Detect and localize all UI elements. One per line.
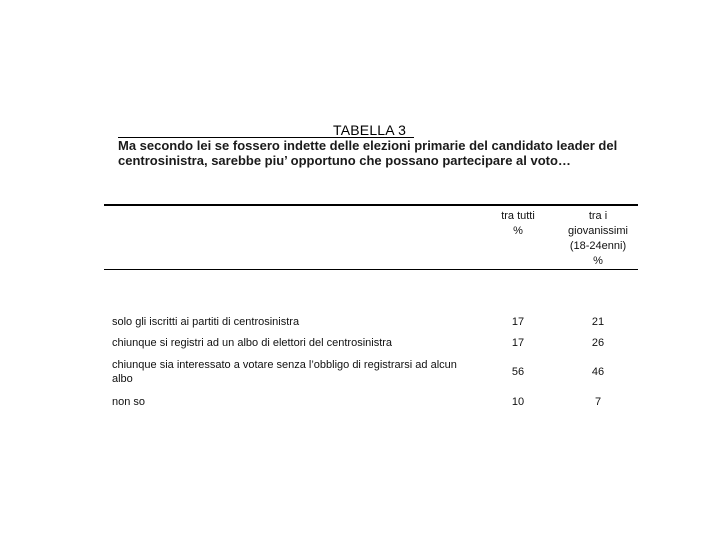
table-row-label: chiunque sia interessato a votare senza l’obbligo di registrarsi ad alcun albo xyxy=(112,359,457,385)
table-header-rule xyxy=(104,269,638,270)
table-row-label: chiunque si registri ad un albo di elettori del centrosinistra xyxy=(112,337,393,349)
table-top-rule xyxy=(104,204,638,206)
column-header-youngest xyxy=(562,209,634,269)
column-header-youngest-text: tra i giovanissimi (18-24enni) % xyxy=(568,210,628,267)
table-cell: 46 xyxy=(591,366,605,378)
column-header-all-text: tra tutti % xyxy=(501,210,535,237)
column-header-all xyxy=(487,209,549,239)
table-row-label: solo gli iscritti ai partiti di centrosinistra xyxy=(112,316,300,328)
table-cell: 17 xyxy=(511,337,525,349)
table-cell: 56 xyxy=(511,366,525,378)
survey-question: Ma secondo lei se fossero indette delle elezioni primarie del candidato leader del centrosinistra, sarebbe piu’ opportuno che possano partecipare al voto… xyxy=(118,138,618,168)
table-title: TABELLA 3 xyxy=(333,122,407,138)
table-row-label: non so xyxy=(112,396,146,408)
table-cell: 10 xyxy=(511,396,525,408)
table-cell: 21 xyxy=(591,316,605,328)
table-cell: 26 xyxy=(591,337,605,349)
table-cell: 7 xyxy=(594,396,602,408)
table-cell: 17 xyxy=(511,316,525,328)
